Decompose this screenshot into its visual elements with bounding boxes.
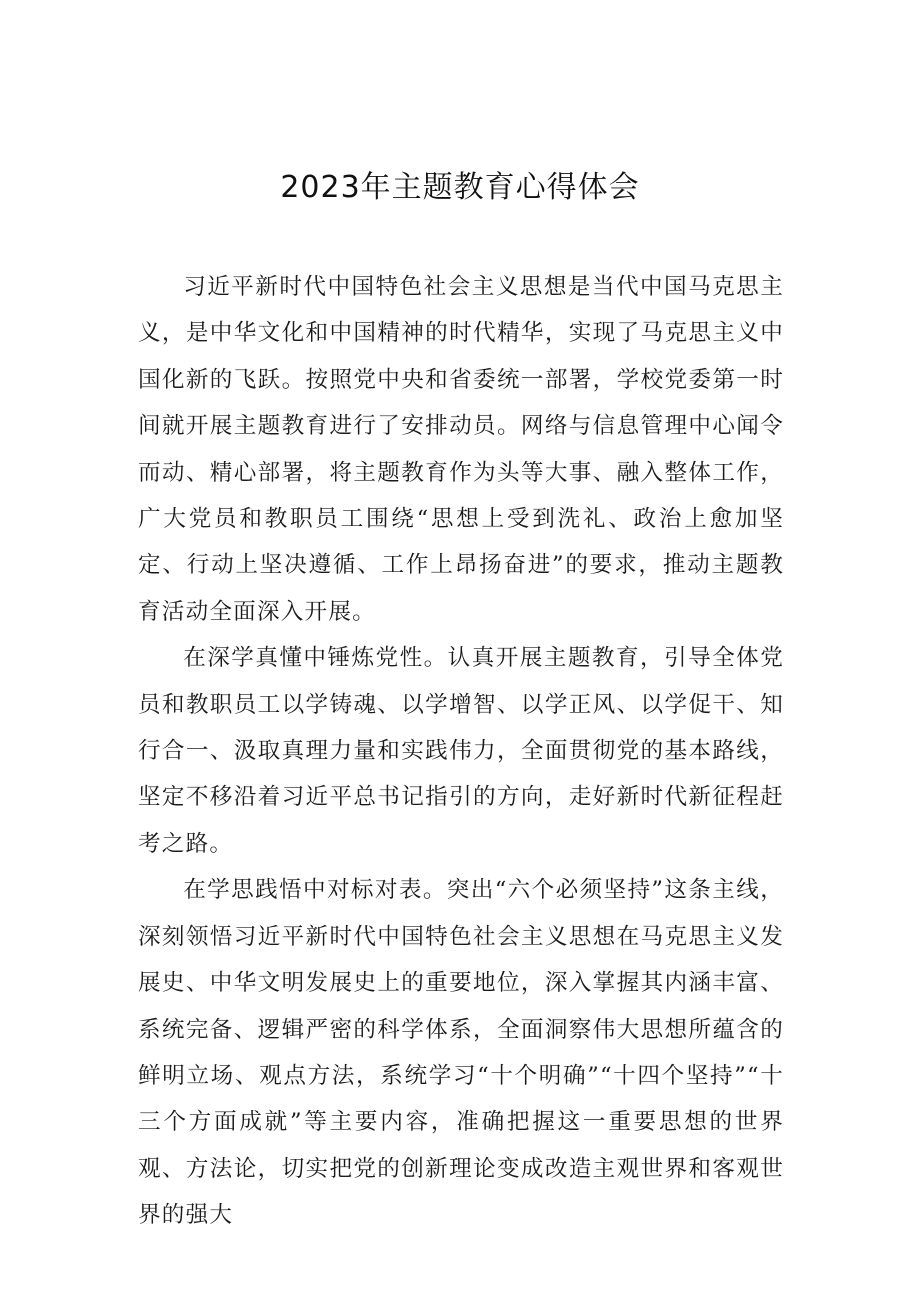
paragraph-study: 在深学真懂中锤炼党性。认真开展主题教育，引导全体党员和教职员工以学铸魂、以学增智、以学正风、以学促干、知行合一、汲取真理力量和实践伟力，全面贯彻党的基本路线，坚定不移沿着习近平总书记指引的方向，走好新时代新征程赶考之路。: [138, 645, 784, 857]
document-title: 2023年主题教育心得体会: [280, 170, 640, 205]
paragraph-intro: 习近平新时代中国特色社会主义思想是当代中国马克思主义，是中华文化和中国精神的时代精华，实现了马克思主义中国化新的飞跃。按照党中央和省委统一部署，学校党委第一时间就开展主题教育进行了安排动员。网络与信息管理中心闻令而动、精心部署，将主题教育作为头等大事、融入整体工作，广大党员和教职员工围绕“思想上受到洗礼、政治上愈加坚定、行动上坚决遵循、工作上昂扬奋进”的要求，推动主题教育活动全面深入开展。: [138, 274, 784, 625]
paragraph-practice: 在学思践悟中对标对表。突出“六个必须坚持”这条主线，深刻领悟习近平新时代中国特色社会主义思想在马克思主义发展史、中华文明发展史上的重要地位，深入掌握其内涵丰富、系统完备、逻辑严密的科学体系，全面洞察伟大思想所蕴含的鲜明立场、观点方法，系统学习“十个明确”“十四个坚持”“十三个方面成就”等主要内容，准确把握这一重要思想的世界观、方法论，切实把党的创新理论变成改造主观世界和客观世界的强大: [138, 877, 784, 1229]
document-body: [138, 264, 784, 1239]
